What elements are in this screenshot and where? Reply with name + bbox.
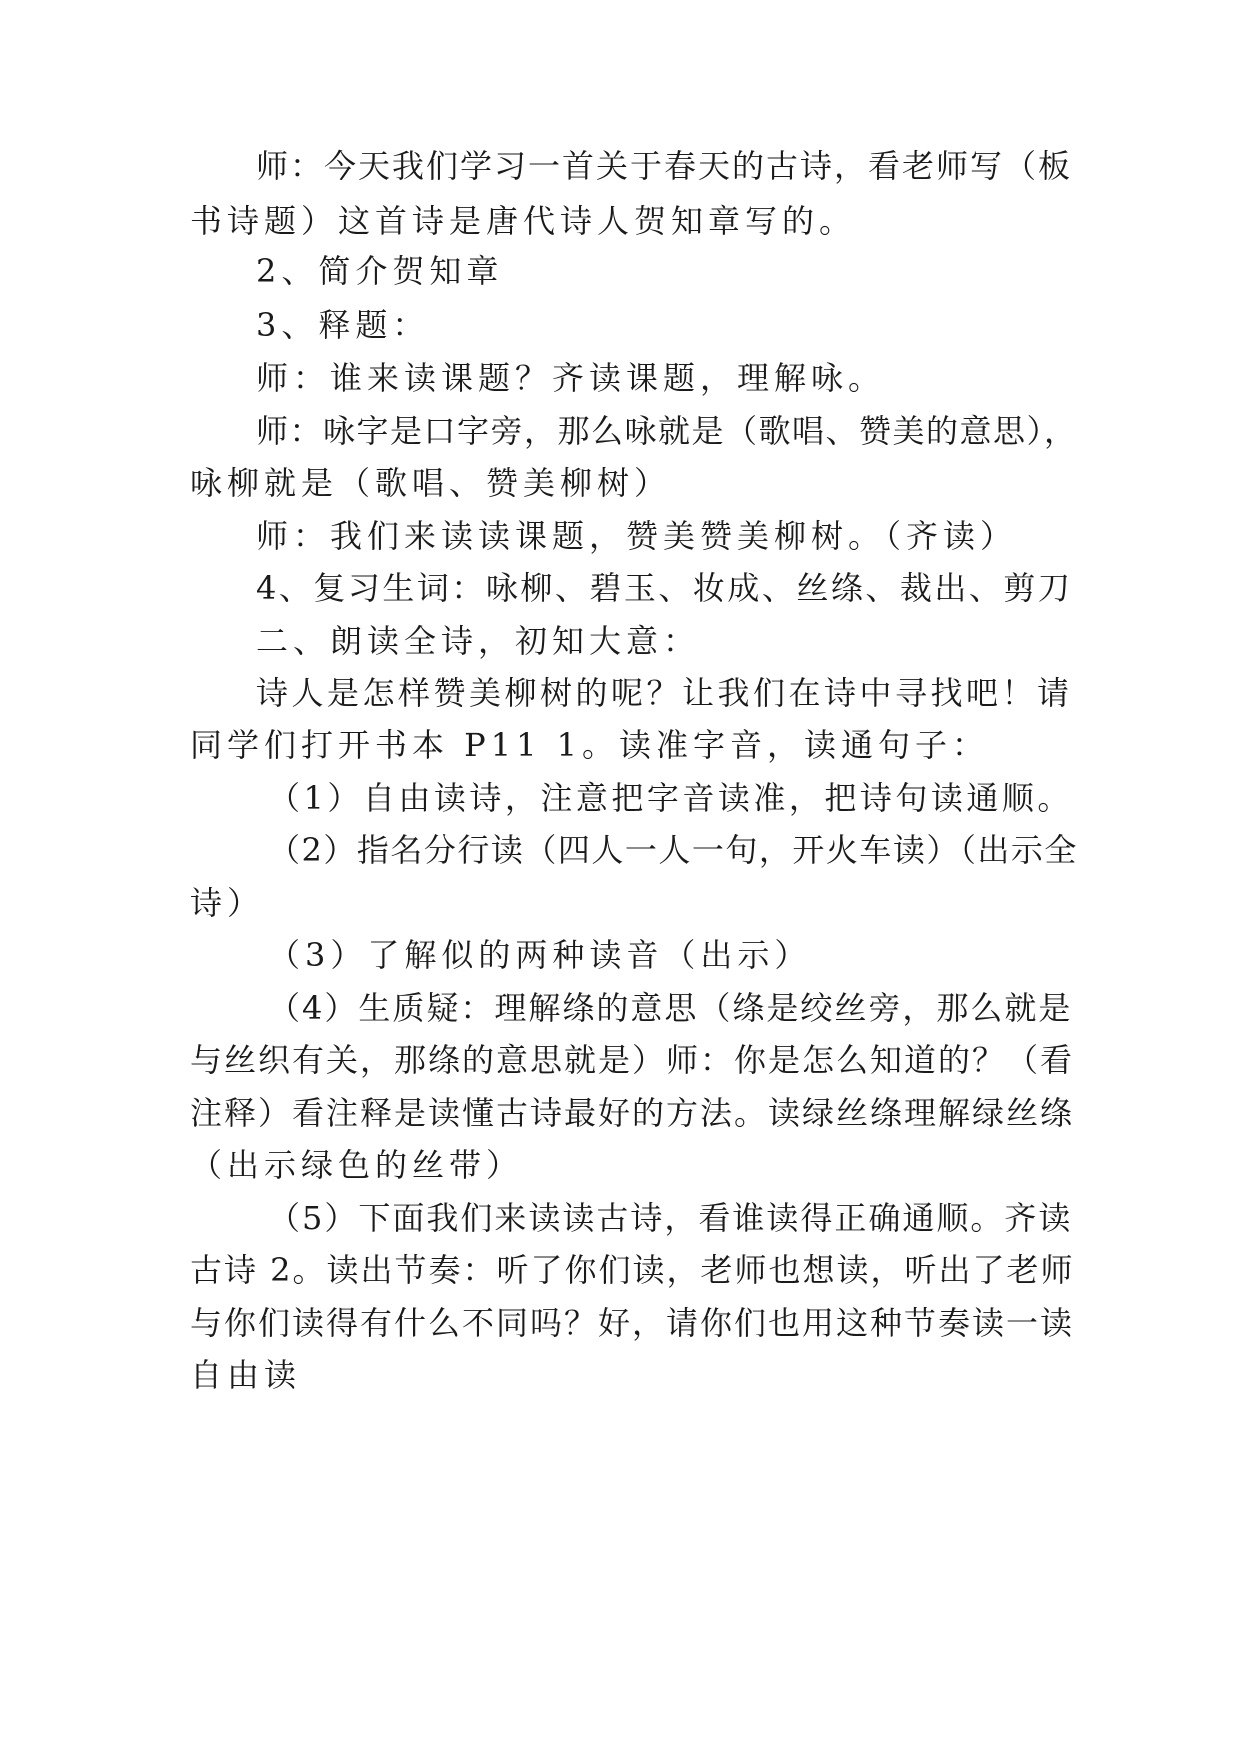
paragraph-line: 2、简介贺知章 [256, 252, 504, 290]
paragraph-line: 二、朗读全诗，初知大意： [256, 622, 701, 660]
paragraph-line: 3、释题： [256, 306, 430, 344]
paragraph-line: 自由读 [190, 1356, 302, 1394]
paragraph-line: 同学们打开书本 P11 1。读准字音，读通句子： [190, 726, 989, 764]
paragraph-line: 诗人是怎样赞美柳树的呢？让我们在诗中寻找吧！请 [256, 674, 1073, 712]
paragraph-line: 书诗题）这首诗是唐代诗人贺知章写的。 [190, 202, 857, 240]
paragraph-line: （3）了解似的两种读音（出示） [268, 936, 812, 974]
paragraph-line: 4、复习生词：咏柳、碧玉、妆成、丝绦、裁出、剪刀 [256, 569, 1073, 607]
paragraph-line: 咏柳就是（歌唱、赞美柳树） [190, 464, 672, 502]
paragraph-line: 与丝织有关，那绦的意思就是）师：你是怎么知道的？（看 [190, 1041, 1075, 1079]
paragraph-line: 注释）看注释是读懂古诗最好的方法。读绿丝绦理解绿丝绦 [190, 1094, 1075, 1132]
paragraph-line: 与你们读得有什么不同吗？好，请你们也用这种节奏读一读 [190, 1304, 1075, 1342]
paragraph-line: 古诗 2。读出节奏：听了你们读，老师也想读，听出了老师 [190, 1251, 1075, 1289]
paragraph-line: 师：咏字是口字旁，那么咏就是（歌唱、赞美的意思）， [256, 412, 1078, 450]
paragraph-line: （出示绿色的丝带） [190, 1146, 524, 1184]
paragraph-line: 诗） [190, 884, 265, 922]
paragraph-line: （1）自由读诗，注意把字音读准，把诗句读通顺。 [268, 779, 1073, 817]
paragraph-line: （2）指名分行读（四人一人一句，开火车读）（出示全 [268, 831, 1078, 869]
paragraph-line: 师：今天我们学习一首关于春天的古诗，看老师写（板 [256, 147, 1073, 185]
paragraph-line: （5）下面我们来读读古诗，看谁读得正确通顺。齐读 [268, 1199, 1073, 1237]
paragraph-line: 师：谁来读课题？齐读课题，理解咏。 [256, 359, 886, 397]
paragraph-line: （4）生质疑：理解绦的意思（绦是绞丝旁，那么就是 [268, 989, 1073, 1027]
paragraph-line: 师：我们来读读课题，赞美赞美柳树。（齐读） [256, 517, 1018, 555]
